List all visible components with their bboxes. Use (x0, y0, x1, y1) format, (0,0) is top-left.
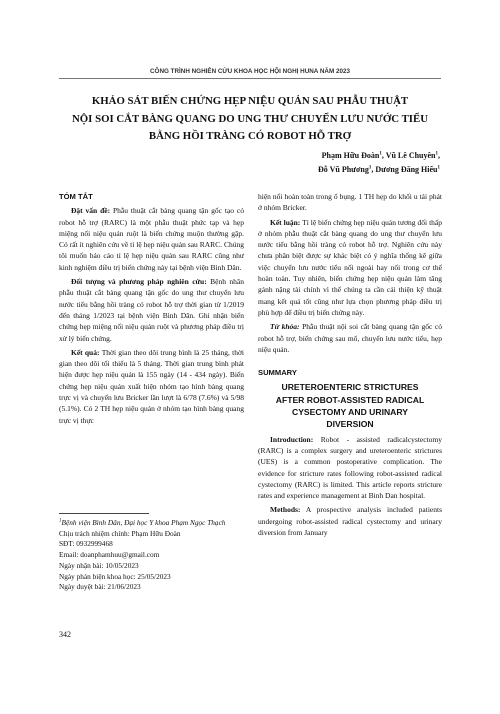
english-title-line: AFTER ROBOT-ASSISTED RADICAL (275, 394, 425, 405)
author-name: Dương Đăng Hiếu (375, 165, 438, 174)
english-title-line: DIVERSION (326, 419, 374, 430)
left-column (59, 191, 244, 426)
article-title (60, 93, 440, 146)
conclusion-label: Kết luận: (270, 217, 301, 227)
authors-line-2 (180, 163, 440, 177)
methods-label: Đối tượng và phương pháp nghiên cứu: (71, 277, 207, 287)
methods-en-label: Methods: (270, 505, 301, 515)
keywords-paragraph (258, 321, 442, 355)
author-separator: , (371, 165, 376, 174)
results-continued: hiện nối hoàn toàn trong ổ bụng. 1 TH hẹp do khối u tái phát ở nhóm Bricker. (258, 192, 442, 213)
author-name: Vũ Lê Chuyên (385, 151, 436, 160)
introduction-label: Introduction: (270, 434, 314, 444)
keywords-text: Phẫu thuật nội soi cắt bàng quang tận gốc có robot hỗ trợ, biến chứng sau mổ, chuyển lưu nước tiểu, hẹp niệu quản. (258, 322, 442, 354)
title-line: BẰNG HỒI TRÀNG CÓ ROBOT HỖ TRỢ (148, 130, 352, 142)
methods-en-text: A prospective analysis included patients undergoing robot-assisted radical cystectomy and urinary diversion from January (258, 505, 442, 538)
methods-text: Bệnh nhân phẫu thuật cắt bàng quang tận gốc do ung thư chuyển lưu nước tiểu bằng hồi tràng có robot hỗ trợ thời gian từ 1/2019 đến tháng 1/2023 tại bệnh viện Bình Dân. Ghi nhận biến chứng hẹp miệng nối niệu quản ruột và phương pháp điều trị xử lý biến chứng. (59, 277, 244, 343)
author-separator: , (381, 151, 386, 160)
running-header: CÔNG TRÌNH NGHIÊN CỨU KHOA HỌC HỘI NGHỊ HUNA NĂM 2023 (150, 68, 350, 75)
author-affiliation-mark: 1 (437, 165, 440, 171)
english-title-line: CYSECTOMY AND URINARY (291, 407, 409, 418)
footnote (59, 518, 244, 593)
page-number: 342 (59, 630, 71, 639)
affiliation-text: Bệnh viện Bình Dân, Đại học Y khoa Phạm Ngọc Thạch (61, 518, 226, 527)
conclusion-paragraph (258, 217, 442, 319)
phone: SĐT: 0932999468 (59, 539, 113, 549)
methods-paragraph (59, 276, 244, 344)
author-affiliation-mark: 1 (368, 165, 372, 171)
accepted-date: Ngày duyệt bài: 21/06/2023 (59, 582, 141, 592)
header-rule (59, 78, 441, 79)
summary-en-heading: SUMMARY (258, 368, 297, 378)
keywords-label: Từ khóa: (270, 322, 300, 332)
background-label: Đặt vấn đề: (71, 206, 111, 216)
introduction-text: Robot - assisted radicalcystectomy (RARC) is a complex surgery and ureteroenteric strictures (UES) is a common postoperative complication. The evidence for stricture rates following robot-assisted radical cystectomy (RARC) is limited. This article reports stricture rates and experience management at Binh Dan hospital. (258, 434, 442, 501)
corresponding-author: Chịu trách nhiệm chính: Phạm Hữu Đoàn (59, 528, 181, 538)
conclusion-text: Tỉ lệ biến chứng hẹp niệu quản tương đối thấp ở nhóm phẫu thuật cắt bàng quang do ung thư chuyển lưu nước tiểu bằng hồi tràng có robot hỗ trợ. Nghiên cứu này chưa phân biệt được sự khác biệt có ý nghĩa thống kê giữa việc chuyển lưu nước tiểu nối ngoài hay nối trong cơ thể hoàn toàn. Tuy nhiên, biến chứng hẹp niệu quản làm tăng gánh nặng tài chính vì thế chúng ta cần cải thiện kỹ thuật mang kết quả tốt cũng như lựa chọn phương pháp điều trị phù hợp để điều trị biến chứng này. (258, 217, 442, 317)
summary-vi-heading: TÓM TẮT (59, 192, 93, 201)
english-title (258, 381, 442, 430)
author-name: Đỗ Vũ Phương (317, 165, 369, 174)
background-text: Phẫu thuật cắt bàng quang tận gốc tạo có robot hỗ trợ (RARC) là một phẫu thuật phức tạp và hẹp miệng nối niệu quản ruột là biến chứng muộn thường gặp. Có rất ít nghiên cứu về tỉ lệ hẹp niệu quản sau RARC. Chúng tôi muốn báo cáo tỉ lệ hẹp niệu quản sau RARC cũng như kinh nghiệm điều trị biến chứng này tại bệnh viện Bình Dân. (59, 206, 244, 272)
affiliation-note (59, 518, 244, 529)
email: Email: doanphamhuu@gmail.com (59, 550, 160, 560)
title-line: NỘI SOI CẮT BÀNG QUANG DO UNG THƯ CHUYỂN LƯU NƯỚC TIỂU (71, 112, 429, 125)
author-name: Phạm Hữu Đoàn (321, 151, 380, 160)
results-label: Kết quả: (71, 347, 100, 357)
methods-en-paragraph (258, 504, 442, 538)
footnote-rule (59, 513, 149, 514)
author-affiliation-mark: 1 (435, 151, 438, 157)
results-paragraph (59, 347, 244, 426)
introduction-paragraph (258, 434, 442, 502)
results-text-part: Thời gian theo dõi trung bình là 25 tháng, thời gian theo dõi tối thiểu là 5 tháng. Thời gian trung bình phát hiện được hẹp niệu quản là 155 ngày (14 - 434 ngày). Biến chứng hẹp niệu quản xuất hiện nhóm tạo hình bàng quang trực vị và chuyển lưu Bricker lần lượt là 6/78 (7.6%) và 5/98 (5.1%). Có 2 TH hẹp niệu quản ở nhóm tạo hình bàng quang trực vị thực (59, 347, 245, 425)
background-paragraph (59, 205, 244, 273)
right-column (258, 191, 442, 541)
affiliation-mark: 1 (59, 518, 62, 524)
received-date: Ngày nhận bài: 10/05/2023 (59, 560, 139, 570)
author-separator: , (438, 151, 440, 160)
authors-line-1 (180, 149, 440, 163)
english-title-line: URETEROENTERIC STRICTURES (281, 382, 419, 393)
reviewed-date: Ngày phản biện khoa học: 25/05/2023 (59, 571, 171, 581)
title-line: KHẢO SÁT BIẾN CHỨNG HẸP NIỆU QUẢN SAU PHẪU THUẬT (91, 95, 409, 107)
author-affiliation-mark: 1 (379, 151, 382, 157)
